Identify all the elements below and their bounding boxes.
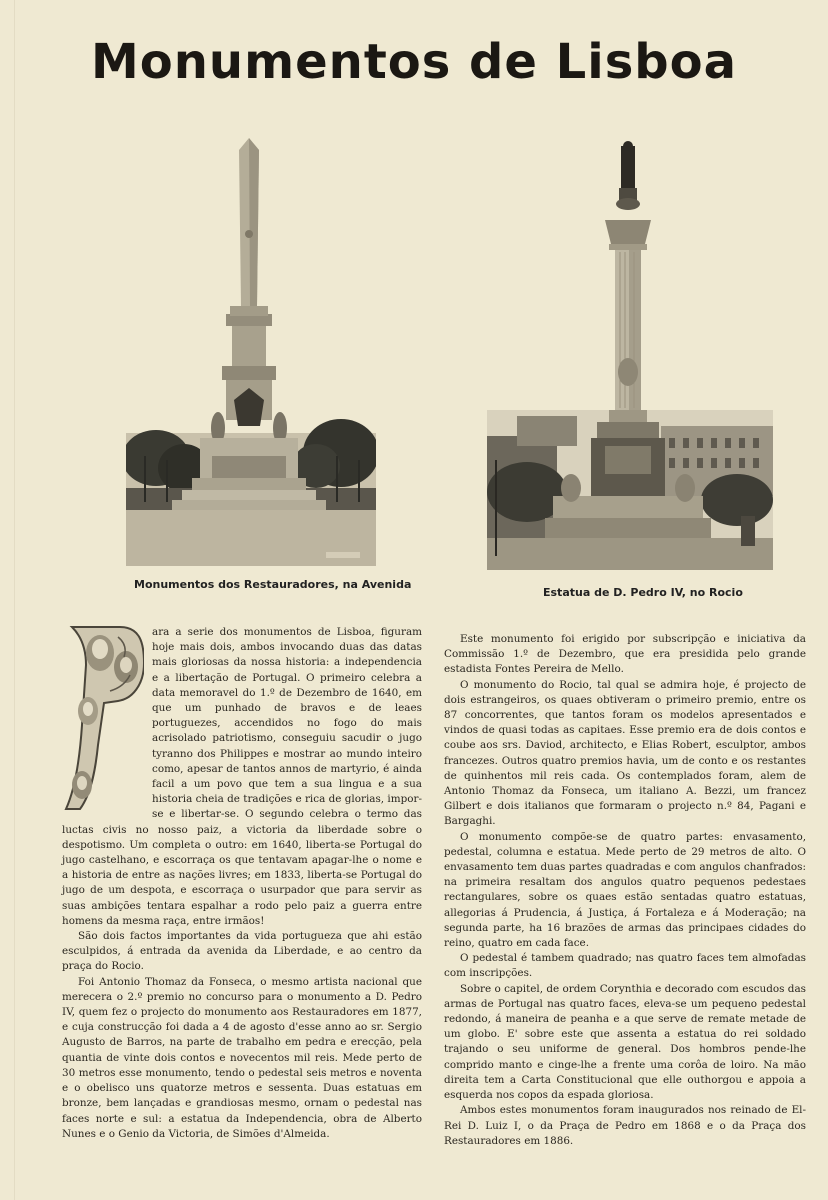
- paragraph: Foi Antonio Thomaz da Fonseca, o mesmo artista nacional que merecera o 2.º premio no concurso para o monumento a D. Pedro IV, quem fez o projecto do monumento aos Restauradores em 1877, e cuja construcção foi dada a 4 de agosto d'esse anno ao sr. Sergio Augusto de Barros, na parte de trabalho em pedra e erecção, pela quantia de vinte dois contos e novecentos mil reis. Mede perto de 30 metros esse monumento, tendo o pedestal seis metros e noventa e o obelisco uns quatorze metros e sessenta. Duas estatuas em bronze, bem lançadas e grandiosas mesmo, ornam o pedestal nas faces norte e sul: a estatua da Independencia, obra de Alberto Nunes e o Genio da Victoria, de Simões d'Almeida.: [62, 975, 422, 1140]
- paragraph: O monumento compõe-se de quatro partes: envasamento, pedestal, columna e estatua. Mede perto de 29 metros de alto. O envasamento tem duas partes quadradas e com angulos chanfrados: na primeira resaltam dos angulos quatro pequenos pedestaes rectangulares, sobre os quaes estão sentadas quatro estatuas, allegorias á Prudencia, á Justiça, á Fortaleza e á Moderação; na segunda parte, ha 16 brazões de armas das principaes cidades do reino, quatro em cada face.: [444, 830, 806, 950]
- restauradores-monument-illustration: [126, 138, 376, 566]
- photo-pedro-iv: [487, 140, 773, 570]
- pedro-iv-column-illustration: [487, 140, 773, 570]
- paragraph: Sobre o capitel, de ordem Corynthia e decorado com escudos das armas de Portugal nas quatro faces, eleva-se um pequeno pedestal redondo, á maneira de peanha e a que serve de remate metade de um globo. E' sobre este que assenta a estatua do rei soldado trajando o seu uniforme de general. Dos hombros pende-lhe comprido manto e cinge-lhe a frente uma corôa de loiro. Na mão direita tem a Carta Constitucional que elle outhorgou e appoia a esquerda nos copos da espada gloriosa.: [444, 982, 806, 1102]
- paragraph: O monumento do Rocio, tal qual se admira hoje, é projecto de dois estrangeiros, os quaes obtiveram o primeiro premio, entre os 87 concorrentes, que tantos foram os modelos apresentados e vindos de quasi todas as capitaes. Esse premio era de dois contos e coube aos srs. Daviod, architecto, e Elias Robert, esculptor, ambos francezes. Outros quatro premios havia, um de conto e os restantes de quinhentos mil reis cada. Os contemplados foram, alem de Antonio Thomaz da Fonseca, um italiano A. Bezzi, um francez Gilbert e dois italianos que formaram o projecto n.º 84, Pagani e Bargaghi.: [444, 678, 806, 828]
- decorative-letter-p-with-portraits: [62, 625, 144, 811]
- photo-restauradores: [126, 138, 376, 566]
- photo-caption-pedro-iv: Estatua de D. Pedro IV, no Rocio: [543, 586, 743, 599]
- paragraph: Ambos estes monumentos foram inaugurados nos reinado de El-Rei D. Luiz I, o da Praça de Pedro em 1868 e o da Praça dos Restauradores em 1886.: [444, 1104, 806, 1147]
- article-column-right: [444, 632, 806, 1149]
- paragraph: O pedestal é tambem quadrado; nas quatro faces tem almofadas com inscripções.: [444, 952, 806, 980]
- page-title: Monumentos de Lisboa: [91, 34, 737, 90]
- article-column-left: [62, 625, 422, 1142]
- illuminated-initial-p: [62, 625, 144, 811]
- photo-caption-restauradores: Monumentos dos Restauradores, na Avenida: [134, 578, 412, 591]
- paragraph: São dois factos importantes da vida portugueza que ahi estão esculpidos, á entrada da avenida da Liberdade, e ao centro da praça do Rocio.: [62, 930, 422, 973]
- paragraph: ara a serie dos monumentos de Lisboa, figuram hoje mais dois, ambos invocando duas das datas mais gloriosas da nossa historia: a independencia e a libertação de Portugal. O primeiro celebra a data memoravel do 1.º de Dezembro de 1640, em que um punhado de bravos e de leaes portuguezes, accendidos no fogo do mais acrisolado patriotismo, conseguiu sacudir o jugo tyranno dos Philippes e mostrar ao mundo inteiro como, apesar de tantos annos de martyrio, é ainda facil a um povo que tem a sua lingua e a sua historia cheia de tradições e rica de glorias, impor-se e libertar-se. O segundo celebra o termo das luctas civis no nosso paiz, a victoria da liberdade sobre o despotismo. Um completa o outro: em 1640, liberta-se Portugal do jugo castelhano, e escorraça os que tentavam apagar-lhe o nome e a historia de entre as nações livres; em 1833, liberta-se Portugal do jugo de um despota, e escorraça o usurpador que para servir as suas ambições tentara espalhar a rodo pelo paiz a guerra entre homens da mesma raça, entre irmãos!: [62, 626, 422, 927]
- paragraph: Este monumento foi erigido por subscripção e iniciativa da Commissão 1.º de Dezembro, que era presidida pelo grande estadista Fontes Pereira de Mello.: [444, 633, 806, 676]
- page-edge-mark: [14, 0, 15, 1200]
